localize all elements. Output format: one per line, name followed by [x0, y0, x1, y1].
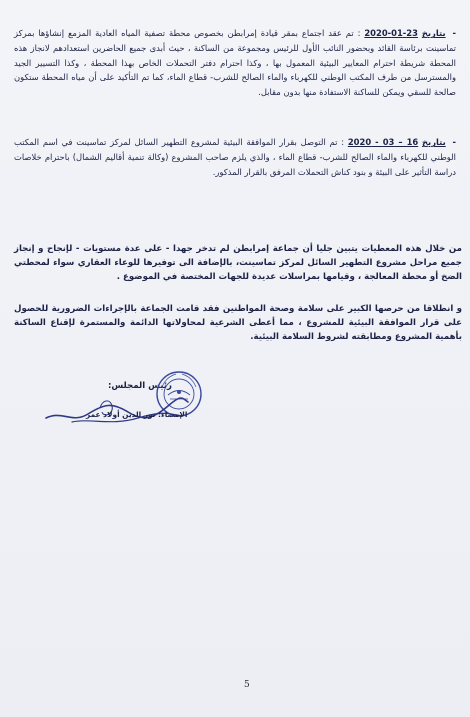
signer-name: الإمضاء: نور الدين أولاد عمر — [86, 410, 188, 419]
date-value: 16 – 03 - 2020 — [347, 137, 419, 148]
paragraph-conclusion-efforts — [14, 242, 462, 285]
signer-title: رئيس المجلس: — [107, 381, 172, 391]
paragraph-conclusion-approval — [14, 302, 462, 345]
page-number: 5 — [244, 680, 250, 690]
date-prefix: بتاريخ — [421, 28, 446, 39]
paragraph-text: من خلال هذه المعطيات يتبين جليا أن جماعة إمرابطن لم تدخر جهدا - على عدة مستويات - لإنجاح و إنجاز جميع مراحل مشروع التطهير السائل لمركز تماسينت، بالإضافة الى توفيرها للوعاء العقاري سواء لمحطتي الضخ أو محطة المعالجة ، وقيامها بمراسلات عديدة للجهات المختصة في الموضوع . — [14, 243, 462, 283]
bullet: - — [452, 28, 457, 39]
paragraph-text: : تم التوصل بقرار الموافقة البيئية لمشروع التطهير السائل لمركز تماسينت في اسم المكتب الوطني للكهرباء والماء الصالح للشرب- قطاع الماء ، والذي يلزم صاحب المشروع (وكالة تنمية أقاليم الشمال) باحترام خلاصات دراسة التأثير على البيئة و بنود كناش التحملات المرفق بالقرار المذكور. — [14, 137, 456, 177]
date-prefix: بتاريخ — [422, 137, 446, 148]
paragraph-approval-2020-03-16 — [14, 135, 456, 179]
date-value: 23-01-2020 — [364, 28, 418, 39]
paragraph-text: و انطلاقا من حرصها الكبير على سلامة وصحة المواطنين فقد قامت الجماعة بالإجراءات الضرورية للحصول على قرار الموافقة البيئية للمشروع ، مما أعطى الشرعية لمحاولاتها الدائمة والمستمرة لإقناع الساكنة بأهمية المشروع ومطابقته لشروط السلامة البيئية. — [14, 303, 462, 343]
bullet: - — [452, 137, 456, 148]
paragraph-meeting-2020-01-23 — [14, 26, 456, 99]
paragraph-text: : تم عقد اجتماع بمقر قيادة إمرابطن بخصوص محطة تصفية المياه العادية المزمع إنشاؤها بمركز تماسينت برئاسة القائد وبحضور النائب الأول للرئيس ومجموعة من الساكنة ، حيث أبدى جميع الحاضرين استعدادهم لانجاز هذه المحطة شريطة احترام المعايير البيئية المعمول بها ، وكذا احترام دفتر التحملات الخاص بهذا المحطة ، وكذا التسيير الجيد والمسترسل من طرف المكتب الوطني للكهرباء والماء الصالح للشرب- قطاع الماء، كما تم التأكيد على أن مياه المحطة ستكون صالحة للسقي ويمكن للساكنة الاستفادة منها بدون مقابل. — [14, 28, 456, 97]
